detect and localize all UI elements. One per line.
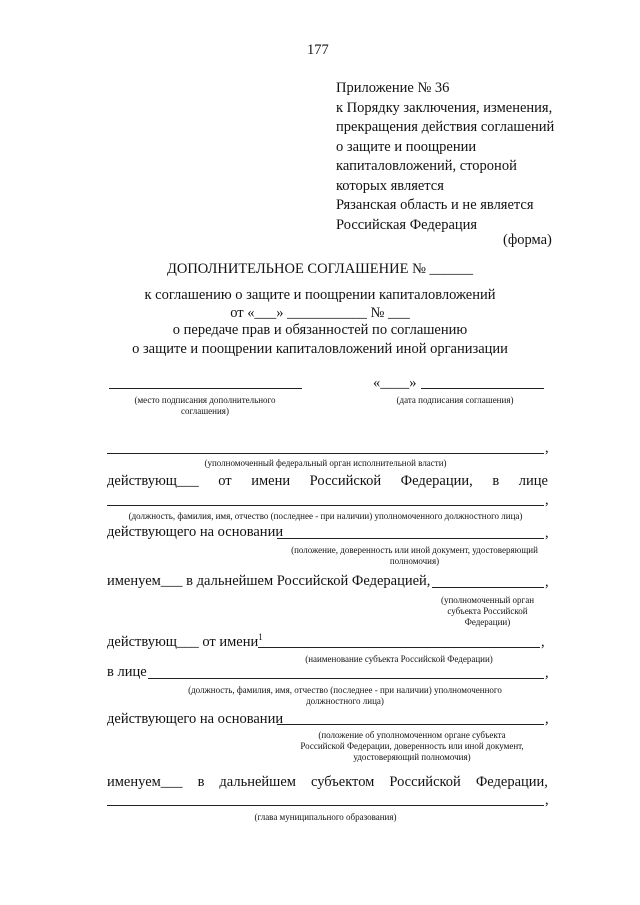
official-field-line[interactable] <box>107 505 544 506</box>
date-caption: (дата подписания соглашения) <box>396 395 514 405</box>
acting-on-behalf: действующ___ от имени$^1$ <box>107 632 263 650</box>
official-2-caption: (должность, фамилия, имя, отчество (последнее - при наличии) уполномоченного должностного лица) <box>188 685 502 706</box>
basis-2-field-line[interactable] <box>277 724 544 725</box>
appendix-line: Приложение № 36 <box>336 80 450 96</box>
comma: , <box>545 711 549 727</box>
comma: , <box>545 792 549 808</box>
appendix-line: к Порядку заключения, изменения, <box>336 99 553 116</box>
official-caption: (должность, фамилия, имя, отчество (последнее - при наличии) уполномоченного должностного лица) <box>128 511 523 521</box>
title-line-3: от «___» ___________ № ___ <box>230 305 410 321</box>
comma: , <box>545 525 549 541</box>
head-caption: (глава муниципального образования) <box>254 812 397 822</box>
head-field-line[interactable] <box>107 805 544 806</box>
appendix-line: Российская Федерация <box>336 216 478 233</box>
appendix-line: которых является <box>336 177 444 194</box>
page-number: 177 <box>307 42 329 58</box>
named-rf-line: именуем___ в дальнейшем Российской Федерацией, <box>107 573 431 589</box>
appendix-block <box>336 79 554 235</box>
title-line-2: к соглашению о защите и поощрении капиталовложений <box>144 287 496 303</box>
date-day-field[interactable]: «____» <box>373 375 417 391</box>
comma: , <box>545 492 549 508</box>
acting-basis-1: действующего на основании <box>107 524 284 540</box>
basis-1-field-line[interactable] <box>277 538 544 539</box>
fed-organ-field-line[interactable] <box>107 453 544 454</box>
fed-organ-caption: (уполномоченный федеральный орган исполнительной власти) <box>204 458 447 468</box>
date-field-line[interactable] <box>421 388 544 389</box>
title-line-4: о передаче прав и обязанностей по соглашению <box>172 322 468 338</box>
place-caption: (место подписания дополнительного соглашения) <box>134 395 276 416</box>
appendix-line: Рязанская область и не является <box>336 197 534 213</box>
appendix-line: капиталовложений, стороной <box>336 158 517 174</box>
official-2-field-line[interactable] <box>148 678 544 679</box>
subject-name-caption: (наименование субъекта Российской Федерации) <box>305 654 493 664</box>
title-line-5: о защите и поощрении капиталовложений иной организации <box>132 341 508 357</box>
comma: , <box>545 574 549 590</box>
acting-line: действующ___ от имени Российской Федерации, в лице <box>107 473 548 489</box>
footnote-mark: 1 <box>258 632 263 642</box>
subject-organ-caption: (уполномоченный орган субъекта Российской Федерации) <box>440 595 535 627</box>
subject-name-field-line[interactable] <box>258 647 540 648</box>
form-label: (форма) <box>503 232 552 248</box>
title-line-1: ДОПОЛНИТЕЛЬНОЕ СОГЛАШЕНИЕ № ______ <box>166 261 474 277</box>
comma: , <box>541 634 545 650</box>
named-subject-line: именуем___ в дальнейшем субъектом Российской Федерации, <box>107 774 548 790</box>
appendix-line: прекращения действия соглашений <box>336 119 555 135</box>
subject-organ-field-line[interactable] <box>432 587 544 588</box>
appendix-line: о защите и поощрении <box>336 138 477 155</box>
comma: , <box>545 440 549 456</box>
acting-basis-2: действующего на основании <box>107 711 284 727</box>
in-person-label: в лице <box>107 664 147 680</box>
basis-1-caption: (положение, доверенность или иной документ, удостоверяющий полномочия) <box>291 545 538 566</box>
basis-2-caption: (положение об уполномоченном органе субъекта Российской Федерации, доверенность или иной документ, удостоверяющий полномочия) <box>300 730 524 762</box>
comma: , <box>545 665 549 681</box>
place-field-line[interactable] <box>109 388 302 389</box>
